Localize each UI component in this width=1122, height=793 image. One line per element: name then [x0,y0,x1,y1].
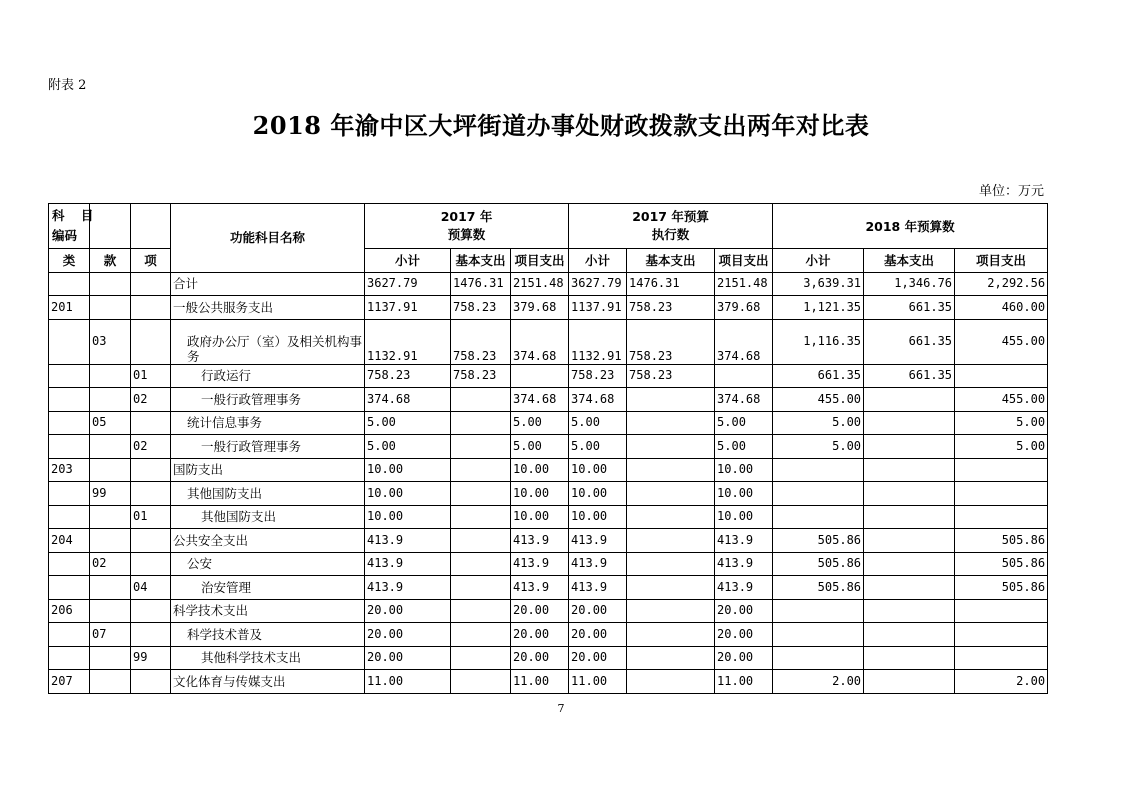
table-row [49,505,1048,529]
table-row [49,364,1048,388]
budget-2017-subtotal-cell: 1132.91 [365,319,451,364]
table-body [49,272,1048,693]
lei-cell [49,388,90,412]
execution-2017-project-cell: 11.00 [715,670,773,694]
budget-2018-project-cell: 505.86 [955,552,1048,576]
budget-2018-project-cell: 2,292.56 [955,272,1048,296]
xiang-cell [131,482,171,506]
budget-2018-basic-cell [864,388,955,412]
execution-2017-project-header: 项目支出 [715,249,773,273]
budget-2017-basic-cell: 758.23 [451,296,511,320]
execution-2017-basic-cell [627,435,715,459]
budget-2017-project-cell: 374.68 [511,319,569,364]
budget-2017-subtotal-cell: 20.00 [365,646,451,670]
lei-cell [49,364,90,388]
xiang-cell [131,319,171,364]
execution-2017-subtotal-cell: 20.00 [569,623,627,647]
execution-2017-subtotal-cell: 11.00 [569,670,627,694]
execution-2017-subtotal-cell: 5.00 [569,435,627,459]
budget-2017-basic-cell [451,388,511,412]
execution-2017-subtotal-cell: 413.9 [569,529,627,553]
execution-2017-subtotal-cell: 3627.79 [569,272,627,296]
execution-2017-subtotal-cell: 374.68 [569,388,627,412]
function-name-cell: 一般公共服务支出 [171,296,365,320]
budget-2018-basic-cell [864,670,955,694]
budget-2018-basic-cell [864,458,955,482]
budget-2017-basic-header: 基本支出 [451,249,511,273]
execution-2017-project-cell: 379.68 [715,296,773,320]
budget-2018-subtotal-cell: 2.00 [773,670,864,694]
lei-cell [49,505,90,529]
execution-2017-project-cell: 10.00 [715,505,773,529]
xiang-cell: 01 [131,364,171,388]
code-header-blank-xiang [131,204,171,249]
kuan-cell [90,458,131,482]
kuan-header: 款 [90,249,131,273]
budget-2018-project-cell: 455.00 [955,319,1048,364]
budget-2017-subtotal-cell: 5.00 [365,411,451,435]
budget-2017-basic-cell [451,623,511,647]
execution-2017-subtotal-cell: 5.00 [569,411,627,435]
kuan-cell [90,529,131,553]
kuan-cell: 99 [90,482,131,506]
function-name-cell: 治安管理 [171,576,365,600]
execution-2017-basic-cell [627,529,715,553]
execution-2017-subtotal-cell: 20.00 [569,646,627,670]
budget-2018-basic-cell [864,435,955,459]
unit-label: 单位：万元 [978,184,1044,199]
budget-2018-project-cell: 5.00 [955,411,1048,435]
xiang-cell: 01 [131,505,171,529]
budget-2018-header: 2018 年预算数 [773,204,1048,249]
table-row [49,576,1048,600]
execution-2017-header-line1: 2017 年预算 [632,209,709,224]
execution-2017-header-line2: 执行数 [651,227,690,242]
budget-2017-basic-cell [451,435,511,459]
budget-2017-subtotal-cell: 413.9 [365,529,451,553]
function-name-cell: 政府办公厅（室）及相关机构事务 [171,319,365,364]
function-name-cell: 其他国防支出 [171,482,365,506]
execution-2017-basic-cell: 758.23 [627,364,715,388]
budget-2017-subtotal-cell: 374.68 [365,388,451,412]
budget-2017-subtotal-cell: 20.00 [365,623,451,647]
execution-2017-basic-header: 基本支出 [627,249,715,273]
budget-2018-subtotal-cell: 5.00 [773,411,864,435]
budget-2017-project-cell: 11.00 [511,670,569,694]
budget-2018-project-cell [955,599,1048,623]
xiang-cell [131,599,171,623]
budget-2018-subtotal-cell [773,482,864,506]
budget-2018-subtotal-cell: 505.86 [773,552,864,576]
budget-2017-project-cell: 20.00 [511,599,569,623]
budget-2017-project-cell [511,364,569,388]
budget-2018-basic-cell [864,623,955,647]
lei-cell [49,272,90,296]
code-header [49,204,100,249]
code-header-line1: 科 目 [52,208,100,223]
execution-2017-basic-cell [627,576,715,600]
budget-2017-basic-cell [451,646,511,670]
xiang-cell [131,411,171,435]
budget-comparison-table [48,203,1048,694]
budget-2017-subtotal-cell: 10.00 [365,482,451,506]
budget-2018-project-cell: 455.00 [955,388,1048,412]
execution-2017-basic-cell [627,458,715,482]
kuan-cell [90,272,131,296]
lei-cell [49,552,90,576]
execution-2017-subtotal-cell: 1132.91 [569,319,627,364]
budget-2018-subtotal-cell [773,599,864,623]
budget-2018-basic-cell [864,505,955,529]
execution-2017-subtotal-cell: 758.23 [569,364,627,388]
function-name-cell: 科学技术支出 [171,599,365,623]
budget-2018-project-cell: 5.00 [955,435,1048,459]
xiang-cell [131,670,171,694]
budget-2018-subtotal-cell: 3,639.31 [773,272,864,296]
budget-2017-header [365,204,569,249]
function-name-cell: 一般行政管理事务 [171,388,365,412]
table-row [49,670,1048,694]
budget-2018-basic-cell [864,552,955,576]
execution-2017-basic-cell: 1476.31 [627,272,715,296]
budget-2017-project-cell: 2151.48 [511,272,569,296]
budget-2017-basic-cell: 758.23 [451,319,511,364]
function-name-cell: 公共安全支出 [171,529,365,553]
kuan-cell [90,576,131,600]
budget-2017-subtotal-cell: 20.00 [365,599,451,623]
xiang-header: 项 [131,249,171,273]
execution-2017-project-cell: 20.00 [715,623,773,647]
execution-2017-project-cell: 10.00 [715,458,773,482]
execution-2017-project-cell: 2151.48 [715,272,773,296]
budget-2018-subtotal-cell [773,646,864,670]
table-row [49,272,1048,296]
budget-2017-project-cell: 5.00 [511,435,569,459]
table-row [49,319,1048,364]
budget-2017-basic-cell [451,552,511,576]
lei-header: 类 [49,249,90,273]
execution-2017-basic-cell [627,623,715,647]
lei-cell: 206 [49,599,90,623]
execution-2017-project-cell: 20.00 [715,646,773,670]
budget-2017-subtotal-cell: 1137.91 [365,296,451,320]
lei-cell [49,623,90,647]
budget-2017-project-cell: 374.68 [511,388,569,412]
budget-2018-subtotal-cell: 5.00 [773,435,864,459]
table-row [49,388,1048,412]
budget-2018-subtotal-cell [773,458,864,482]
kuan-cell [90,670,131,694]
budget-2017-basic-cell [451,576,511,600]
kuan-cell: 03 [90,319,131,364]
function-name-header: 功能科目名称 [171,204,365,273]
execution-2017-basic-cell [627,505,715,529]
function-name-cell: 科学技术普及 [171,623,365,647]
budget-2017-subtotal-header: 小计 [365,249,451,273]
xiang-cell [131,529,171,553]
table-row [49,482,1048,506]
function-name-cell: 文化体育与传媒支出 [171,670,365,694]
budget-2018-subtotal-cell [773,505,864,529]
budget-2017-basic-cell: 758.23 [451,364,511,388]
budget-2017-header-line2: 预算数 [447,227,486,242]
budget-2017-project-cell: 413.9 [511,552,569,576]
page-title: 2018 年渝中区大坪街道办事处财政拨款支出两年对比表 [252,111,870,140]
execution-2017-project-cell: 374.68 [715,319,773,364]
table-row [49,646,1048,670]
table-row [49,552,1048,576]
execution-2017-project-cell: 5.00 [715,435,773,459]
budget-2018-subtotal-cell: 455.00 [773,388,864,412]
budget-2017-project-cell: 379.68 [511,296,569,320]
budget-2018-project-cell [955,623,1048,647]
budget-2018-basic-cell: 661.35 [864,319,955,364]
lei-cell: 203 [49,458,90,482]
xiang-cell [131,296,171,320]
execution-2017-basic-cell [627,411,715,435]
execution-2017-subtotal-cell: 1137.91 [569,296,627,320]
budget-2018-basic-cell: 661.35 [864,364,955,388]
budget-2017-project-header: 项目支出 [511,249,569,273]
page-number: 7 [557,702,565,715]
execution-2017-basic-cell [627,388,715,412]
budget-2017-basic-cell [451,482,511,506]
kuan-cell: 07 [90,623,131,647]
execution-2017-subtotal-cell: 20.00 [569,599,627,623]
budget-2018-basic-cell [864,599,955,623]
kuan-cell: 05 [90,411,131,435]
execution-2017-header [569,204,773,249]
kuan-cell [90,646,131,670]
budget-2017-project-cell: 10.00 [511,482,569,506]
lei-cell [49,576,90,600]
budget-2018-subtotal-cell: 505.86 [773,576,864,600]
kuan-cell [90,296,131,320]
lei-cell [49,482,90,506]
execution-2017-project-cell: 10.00 [715,482,773,506]
table-row [49,529,1048,553]
table-row [49,599,1048,623]
xiang-cell [131,623,171,647]
execution-2017-subtotal-header: 小计 [569,249,627,273]
xiang-cell: 99 [131,646,171,670]
budget-2017-basic-cell [451,599,511,623]
budget-2017-project-cell: 413.9 [511,576,569,600]
lei-cell [49,411,90,435]
kuan-cell [90,435,131,459]
execution-2017-subtotal-cell: 10.00 [569,505,627,529]
budget-2017-basic-cell: 1476.31 [451,272,511,296]
budget-2018-project-cell [955,364,1048,388]
budget-2018-subtotal-cell: 505.86 [773,529,864,553]
budget-2018-basic-cell [864,482,955,506]
xiang-cell: 04 [131,576,171,600]
xiang-cell [131,272,171,296]
kuan-cell: 02 [90,552,131,576]
execution-2017-subtotal-cell: 413.9 [569,576,627,600]
kuan-cell [90,388,131,412]
budget-2018-project-header: 项目支出 [955,249,1048,273]
budget-2017-basic-cell [451,411,511,435]
table-row [49,296,1048,320]
function-name-cell: 国防支出 [171,458,365,482]
execution-2017-subtotal-cell: 10.00 [569,482,627,506]
lei-cell: 204 [49,529,90,553]
budget-2017-subtotal-cell: 10.00 [365,458,451,482]
budget-2018-subtotal-header: 小计 [773,249,864,273]
budget-2017-subtotal-cell: 413.9 [365,576,451,600]
table-row [49,435,1048,459]
budget-2017-subtotal-cell: 10.00 [365,505,451,529]
execution-2017-project-cell: 374.68 [715,388,773,412]
kuan-cell [90,599,131,623]
budget-2017-project-cell: 20.00 [511,623,569,647]
lei-cell [49,319,90,364]
budget-2018-basic-cell: 1,346.76 [864,272,955,296]
function-name-cell: 其他科学技术支出 [171,646,365,670]
kuan-cell [90,364,131,388]
xiang-cell [131,458,171,482]
attachment-label: 附表 2 [48,78,87,93]
execution-2017-project-cell [715,364,773,388]
execution-2017-subtotal-cell: 413.9 [569,552,627,576]
budget-2017-subtotal-cell: 758.23 [365,364,451,388]
budget-2018-project-cell: 505.86 [955,529,1048,553]
xiang-cell: 02 [131,388,171,412]
budget-2018-basic-header: 基本支出 [864,249,955,273]
function-name-cell: 合计 [171,272,365,296]
budget-2017-project-cell: 10.00 [511,505,569,529]
lei-cell: 207 [49,670,90,694]
budget-2017-basic-cell [451,670,511,694]
budget-2018-project-cell: 505.86 [955,576,1048,600]
budget-2018-project-cell [955,458,1048,482]
budget-2017-subtotal-cell: 413.9 [365,552,451,576]
budget-2018-basic-cell [864,576,955,600]
budget-2018-project-cell: 2.00 [955,670,1048,694]
function-name-cell: 一般行政管理事务 [171,435,365,459]
budget-2018-subtotal-cell: 661.35 [773,364,864,388]
budget-2018-subtotal-cell: 1,121.35 [773,296,864,320]
budget-2018-basic-cell [864,411,955,435]
budget-2018-basic-cell: 661.35 [864,296,955,320]
execution-2017-basic-cell [627,599,715,623]
budget-2018-basic-cell [864,529,955,553]
function-name-cell: 行政运行 [171,364,365,388]
execution-2017-project-cell: 20.00 [715,599,773,623]
budget-2017-project-cell: 20.00 [511,646,569,670]
budget-2017-project-cell: 413.9 [511,529,569,553]
execution-2017-subtotal-cell: 10.00 [569,458,627,482]
budget-2018-project-cell [955,646,1048,670]
budget-2017-subtotal-cell: 11.00 [365,670,451,694]
budget-2018-project-cell [955,505,1048,529]
function-name-cell: 其他国防支出 [171,505,365,529]
budget-2017-project-cell: 10.00 [511,458,569,482]
execution-2017-basic-cell [627,646,715,670]
execution-2017-project-cell: 413.9 [715,576,773,600]
budget-2018-subtotal-cell: 1,116.35 [773,319,864,364]
budget-2018-project-cell [955,482,1048,506]
budget-2017-subtotal-cell: 5.00 [365,435,451,459]
budget-2017-subtotal-cell: 3627.79 [365,272,451,296]
function-name-cell: 公安 [171,552,365,576]
lei-cell [49,646,90,670]
execution-2017-basic-cell [627,552,715,576]
execution-2017-project-cell: 5.00 [715,411,773,435]
table-row [49,458,1048,482]
lei-cell: 201 [49,296,90,320]
function-name-cell: 统计信息事务 [171,411,365,435]
budget-2017-basic-cell [451,458,511,482]
execution-2017-project-cell: 413.9 [715,529,773,553]
budget-2018-basic-cell [864,646,955,670]
lei-cell [49,435,90,459]
execution-2017-basic-cell: 758.23 [627,319,715,364]
budget-2017-basic-cell [451,529,511,553]
budget-2017-header-line1: 2017 年 [440,209,493,224]
table-row [49,411,1048,435]
execution-2017-project-cell: 413.9 [715,552,773,576]
execution-2017-basic-cell [627,482,715,506]
code-header-line2: 编码 [52,228,78,243]
execution-2017-basic-cell: 758.23 [627,296,715,320]
budget-2017-project-cell: 5.00 [511,411,569,435]
budget-2018-project-cell: 460.00 [955,296,1048,320]
table-row [49,623,1048,647]
kuan-cell [90,505,131,529]
execution-2017-basic-cell [627,670,715,694]
budget-2017-basic-cell [451,505,511,529]
xiang-cell [131,552,171,576]
xiang-cell: 02 [131,435,171,459]
budget-2018-subtotal-cell [773,623,864,647]
